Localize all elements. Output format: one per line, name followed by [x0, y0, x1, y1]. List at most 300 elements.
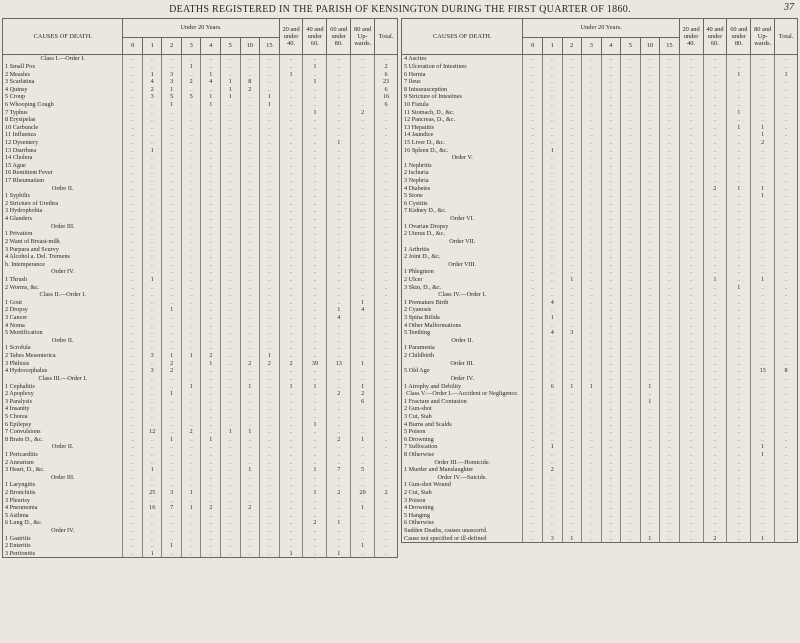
count-cell: .. [679, 397, 703, 405]
count-cell: .. [751, 222, 775, 230]
count-cell: .. [303, 512, 327, 520]
count-cell: .. [279, 55, 303, 63]
total-cell: .. [775, 496, 798, 504]
count-cell: .. [562, 283, 582, 291]
count-cell: .. [543, 291, 563, 299]
count-cell: .. [562, 207, 582, 215]
count-cell: .. [260, 314, 280, 322]
count-cell: .. [221, 519, 241, 527]
count-cell: .. [279, 390, 303, 398]
count-cell: .. [640, 458, 660, 466]
cause-row [3, 489, 398, 497]
count-cell: .. [303, 496, 327, 504]
count-cell: .. [181, 123, 201, 131]
count-cell: .. [751, 321, 775, 329]
total-cell: 6 [375, 101, 398, 109]
total-cell: .. [375, 139, 398, 147]
cause-name: 5 Teething [402, 329, 523, 337]
count-cell: .. [162, 291, 182, 299]
count-cell: .. [621, 245, 641, 253]
cause-name: 1 Arthritis [402, 245, 523, 253]
count-cell: .. [142, 268, 162, 276]
count-cell: .. [751, 314, 775, 322]
cause-row [3, 154, 398, 162]
cause-row [402, 283, 798, 291]
count-cell: .. [162, 405, 182, 413]
count-cell: .. [621, 519, 641, 527]
count-cell: .. [751, 260, 775, 268]
count-cell: .. [260, 367, 280, 375]
count-cell: .. [181, 534, 201, 542]
count-cell: .. [703, 420, 727, 428]
count-cell: .. [660, 215, 680, 223]
count-cell: .. [162, 268, 182, 276]
count-cell: .. [142, 116, 162, 124]
count-cell: 1 [221, 93, 241, 101]
count-cell: .. [640, 276, 660, 284]
count-cell: .. [351, 101, 375, 109]
count-cell: .. [240, 253, 260, 261]
count-cell: .. [260, 390, 280, 398]
count-cell: .. [327, 70, 351, 78]
count-cell: .. [303, 230, 327, 238]
total-cell: .. [775, 512, 798, 520]
cause-row [3, 146, 398, 154]
cause-name: 1 Laryngitis [3, 481, 123, 489]
cause-name: Cause not specified or ill-defined [402, 534, 523, 542]
count-cell: .. [562, 428, 582, 436]
count-cell: 1 [751, 451, 775, 459]
section-heading-row [402, 359, 798, 367]
cause-name: 1 Paramenia [402, 344, 523, 352]
count-cell: .. [727, 390, 751, 398]
count-cell: 4 [351, 306, 375, 314]
count-cell: .. [601, 443, 621, 451]
count-cell: .. [601, 534, 621, 542]
total-header: Total. [775, 19, 798, 55]
count-cell: .. [679, 139, 703, 147]
count-cell: .. [181, 70, 201, 78]
count-cell: .. [181, 230, 201, 238]
count-cell: .. [727, 474, 751, 482]
count-cell: .. [303, 550, 327, 558]
count-cell: .. [260, 443, 280, 451]
count-cell: .. [640, 367, 660, 375]
count-cell: .. [221, 116, 241, 124]
cause-name: 2 Cut, Stab [402, 489, 523, 497]
cause-name: 2 Worms, &c. [3, 283, 123, 291]
count-cell: .. [601, 192, 621, 200]
count-cell: .. [703, 314, 727, 322]
count-cell: 5 [162, 93, 182, 101]
total-cell: .. [375, 474, 398, 482]
count-cell: .. [123, 299, 143, 307]
count-cell: .. [727, 344, 751, 352]
count-cell: .. [640, 101, 660, 109]
count-cell: .. [303, 474, 327, 482]
count-cell: .. [562, 131, 582, 139]
count-cell: .. [240, 527, 260, 535]
total-cell: .. [775, 382, 798, 390]
count-cell: .. [621, 367, 641, 375]
count-cell: .. [351, 207, 375, 215]
cause-name: 1 Gastritis [3, 534, 123, 542]
cause-row [402, 268, 798, 276]
count-cell: .. [201, 413, 221, 421]
count-cell: .. [123, 200, 143, 208]
count-cell: .. [221, 550, 241, 558]
count-cell: .. [181, 550, 201, 558]
count-cell: .. [181, 413, 201, 421]
cause-name: 17 Rheumatism [3, 177, 123, 185]
count-cell: .. [303, 169, 327, 177]
cause-row [402, 70, 798, 78]
count-cell: 1 [201, 70, 221, 78]
count-cell: .. [260, 139, 280, 147]
count-cell: .. [303, 276, 327, 284]
count-cell: .. [201, 550, 221, 558]
count-cell: .. [703, 116, 727, 124]
count-cell: .. [181, 184, 201, 192]
age-header: 15 [260, 38, 280, 55]
count-cell: .. [621, 435, 641, 443]
count-cell: .. [543, 337, 563, 345]
count-cell: .. [260, 321, 280, 329]
count-cell: .. [221, 542, 241, 550]
count-cell: .. [303, 367, 327, 375]
count-cell: 12 [142, 428, 162, 436]
total-cell: .. [775, 245, 798, 253]
total-cell: .. [775, 428, 798, 436]
count-cell: .. [562, 481, 582, 489]
count-cell: .. [562, 512, 582, 520]
count-cell: .. [601, 299, 621, 307]
cause-row [3, 382, 398, 390]
count-cell: .. [221, 359, 241, 367]
count-cell: .. [727, 306, 751, 314]
count-cell: .. [123, 420, 143, 428]
count-cell: .. [279, 276, 303, 284]
cause-header: CAUSES OF DEATH. [3, 19, 123, 55]
count-cell: .. [601, 519, 621, 527]
count-cell: .. [562, 519, 582, 527]
cause-row [402, 344, 798, 352]
count-cell: .. [582, 458, 602, 466]
count-cell: .. [181, 458, 201, 466]
cause-row [402, 123, 798, 131]
section-heading: Order VII. [402, 238, 523, 246]
count-cell: 1 [303, 108, 327, 116]
count-cell: .. [679, 123, 703, 131]
count-cell: 1 [351, 359, 375, 367]
age-header: 2 [562, 38, 582, 55]
count-cell: .. [240, 268, 260, 276]
count-cell: .. [679, 222, 703, 230]
count-cell: .. [327, 276, 351, 284]
count-cell: .. [523, 55, 543, 63]
count-cell: .. [303, 177, 327, 185]
total-cell: .. [775, 519, 798, 527]
count-cell: 3 [142, 93, 162, 101]
count-cell: .. [582, 276, 602, 284]
count-cell: .. [543, 131, 563, 139]
count-cell: .. [727, 481, 751, 489]
count-cell: .. [123, 63, 143, 71]
count-cell: .. [327, 481, 351, 489]
count-cell: .. [142, 200, 162, 208]
count-cell: .. [660, 382, 680, 390]
count-cell: .. [279, 207, 303, 215]
count-cell: 1 [562, 534, 582, 542]
count-cell: .. [562, 321, 582, 329]
total-cell: .. [775, 534, 798, 542]
count-cell: .. [162, 375, 182, 383]
count-cell: 1 [279, 382, 303, 390]
cause-row [3, 435, 398, 443]
count-cell: .. [679, 451, 703, 459]
count-cell: .. [621, 268, 641, 276]
count-cell: .. [562, 527, 582, 535]
count-cell: .. [260, 78, 280, 86]
count-cell: .. [123, 359, 143, 367]
total-cell: .. [375, 359, 398, 367]
count-cell: .. [679, 519, 703, 527]
count-cell: .. [327, 283, 351, 291]
count-cell: .. [660, 443, 680, 451]
count-cell: .. [279, 474, 303, 482]
count-cell: .. [679, 443, 703, 451]
count-cell: .. [679, 489, 703, 497]
count-cell: .. [279, 413, 303, 421]
count-cell: .. [582, 162, 602, 170]
cause-name: 1 Small Pox [3, 63, 123, 71]
count-cell: .. [703, 443, 727, 451]
section-heading: Order II. [3, 337, 123, 345]
cause-name: 5 Mortification [3, 329, 123, 337]
count-cell: .. [640, 238, 660, 246]
total-cell: .. [375, 55, 398, 63]
count-cell: 3 [562, 329, 582, 337]
count-cell: .. [260, 397, 280, 405]
cause-name: 4 Drowning [402, 504, 523, 512]
count-cell: .. [601, 291, 621, 299]
count-cell: .. [351, 321, 375, 329]
count-cell: .. [751, 85, 775, 93]
count-cell: .. [640, 329, 660, 337]
count-cell: .. [582, 489, 602, 497]
count-cell: .. [679, 435, 703, 443]
count-cell: .. [303, 70, 327, 78]
count-cell: 1 [303, 420, 327, 428]
count-cell: .. [679, 329, 703, 337]
cause-name: 3 Heart, D., &c. [3, 466, 123, 474]
count-cell: .. [582, 184, 602, 192]
total-cell: .. [375, 291, 398, 299]
count-cell: 7 [327, 466, 351, 474]
count-cell: .. [142, 314, 162, 322]
total-cell: .. [775, 329, 798, 337]
total-cell: .. [775, 390, 798, 398]
count-cell: 1 [351, 542, 375, 550]
count-cell: .. [523, 70, 543, 78]
count-cell: .. [660, 154, 680, 162]
count-cell: .. [351, 481, 375, 489]
count-cell: .. [679, 245, 703, 253]
count-cell: .. [621, 527, 641, 535]
cause-row [402, 527, 798, 535]
count-cell: .. [751, 359, 775, 367]
count-cell: .. [303, 481, 327, 489]
count-cell: .. [279, 489, 303, 497]
count-cell: 1 [142, 550, 162, 558]
count-cell: .. [751, 55, 775, 63]
count-cell: .. [201, 451, 221, 459]
count-cell: .. [727, 321, 751, 329]
count-cell: 1 [543, 443, 563, 451]
count-cell: 3 [142, 352, 162, 360]
count-cell: .. [543, 276, 563, 284]
cause-row [402, 443, 798, 451]
count-cell: .. [123, 192, 143, 200]
count-cell: .. [660, 139, 680, 147]
count-cell: 2 [201, 352, 221, 360]
cause-row [402, 367, 798, 375]
count-cell: .. [543, 481, 563, 489]
cause-name: 4 Burns and Scalds [402, 420, 523, 428]
count-cell: .. [260, 230, 280, 238]
count-cell: .. [201, 474, 221, 482]
count-cell: .. [601, 397, 621, 405]
count-cell: .. [327, 85, 351, 93]
cause-row [3, 177, 398, 185]
count-cell: .. [562, 222, 582, 230]
cause-name: 2 Ulcer [402, 276, 523, 284]
count-cell: .. [679, 238, 703, 246]
cause-row [402, 314, 798, 322]
count-cell: 1 [162, 542, 182, 550]
count-cell: .. [303, 146, 327, 154]
count-cell: .. [703, 367, 727, 375]
count-cell: .. [543, 321, 563, 329]
count-cell: 1 [727, 184, 751, 192]
total-cell: .. [375, 299, 398, 307]
cause-name: 5 Old Age [402, 367, 523, 375]
count-cell: .. [201, 55, 221, 63]
count-cell: 1 [201, 359, 221, 367]
count-cell: .. [327, 260, 351, 268]
count-cell: .. [660, 397, 680, 405]
cause-row [402, 169, 798, 177]
count-cell: .. [181, 519, 201, 527]
count-cell: .. [123, 78, 143, 86]
cause-name: 1 Syphilis [3, 192, 123, 200]
count-cell: .. [142, 245, 162, 253]
count-cell: .. [181, 131, 201, 139]
count-cell: .. [582, 390, 602, 398]
count-cell: .. [523, 169, 543, 177]
count-cell: .. [703, 268, 727, 276]
count-cell: .. [240, 451, 260, 459]
count-cell: .. [621, 154, 641, 162]
count-cell: .. [727, 405, 751, 413]
count-cell: .. [727, 489, 751, 497]
count-cell: .. [523, 314, 543, 322]
count-cell: .. [660, 70, 680, 78]
page-number: 37 [784, 2, 794, 13]
count-cell: .. [660, 101, 680, 109]
count-cell: .. [727, 329, 751, 337]
count-cell: .. [679, 78, 703, 86]
count-cell: .. [601, 489, 621, 497]
total-cell: .. [775, 527, 798, 535]
count-cell: .. [660, 435, 680, 443]
count-cell: .. [221, 299, 241, 307]
count-cell: .. [123, 207, 143, 215]
count-cell: .. [582, 222, 602, 230]
count-cell: .. [601, 435, 621, 443]
count-cell: .. [543, 405, 563, 413]
count-cell: .. [221, 435, 241, 443]
count-cell: .. [123, 306, 143, 314]
count-cell: .. [523, 146, 543, 154]
count-cell: .. [703, 245, 727, 253]
count-cell: .. [260, 435, 280, 443]
count-cell: .. [621, 253, 641, 261]
count-cell: .. [523, 405, 543, 413]
count-cell: .. [703, 146, 727, 154]
count-cell: 1 [181, 382, 201, 390]
count-cell: .. [260, 306, 280, 314]
count-cell: .. [640, 146, 660, 154]
total-cell: .. [775, 78, 798, 86]
count-cell: .. [303, 260, 327, 268]
count-cell: .. [181, 314, 201, 322]
count-cell: .. [260, 329, 280, 337]
count-cell: .. [582, 78, 602, 86]
count-cell: .. [279, 405, 303, 413]
count-cell: .. [601, 146, 621, 154]
count-cell: .. [621, 504, 641, 512]
count-cell: .. [162, 496, 182, 504]
count-cell: .. [562, 268, 582, 276]
count-cell: .. [679, 428, 703, 436]
cause-name: 3 Paralysis [3, 397, 123, 405]
count-cell: .. [181, 375, 201, 383]
count-cell: .. [201, 215, 221, 223]
count-cell: .. [142, 496, 162, 504]
cause-row [402, 534, 798, 542]
count-cell: .. [703, 337, 727, 345]
count-cell: .. [523, 283, 543, 291]
age-80-up-header: 80 and Up-wards. [351, 19, 375, 55]
age-20-40-header: 20 and under 40. [679, 19, 703, 55]
count-cell: .. [582, 435, 602, 443]
count-cell: .. [679, 314, 703, 322]
total-cell: .. [775, 215, 798, 223]
count-cell: .. [543, 390, 563, 398]
count-cell: .. [601, 63, 621, 71]
count-cell: .. [601, 481, 621, 489]
count-cell: .. [181, 474, 201, 482]
count-cell: .. [562, 375, 582, 383]
count-cell: .. [621, 108, 641, 116]
count-cell: .. [123, 55, 143, 63]
count-cell: .. [543, 123, 563, 131]
count-cell: .. [123, 451, 143, 459]
count-cell: .. [543, 435, 563, 443]
count-cell: .. [201, 299, 221, 307]
count-cell: .. [303, 314, 327, 322]
